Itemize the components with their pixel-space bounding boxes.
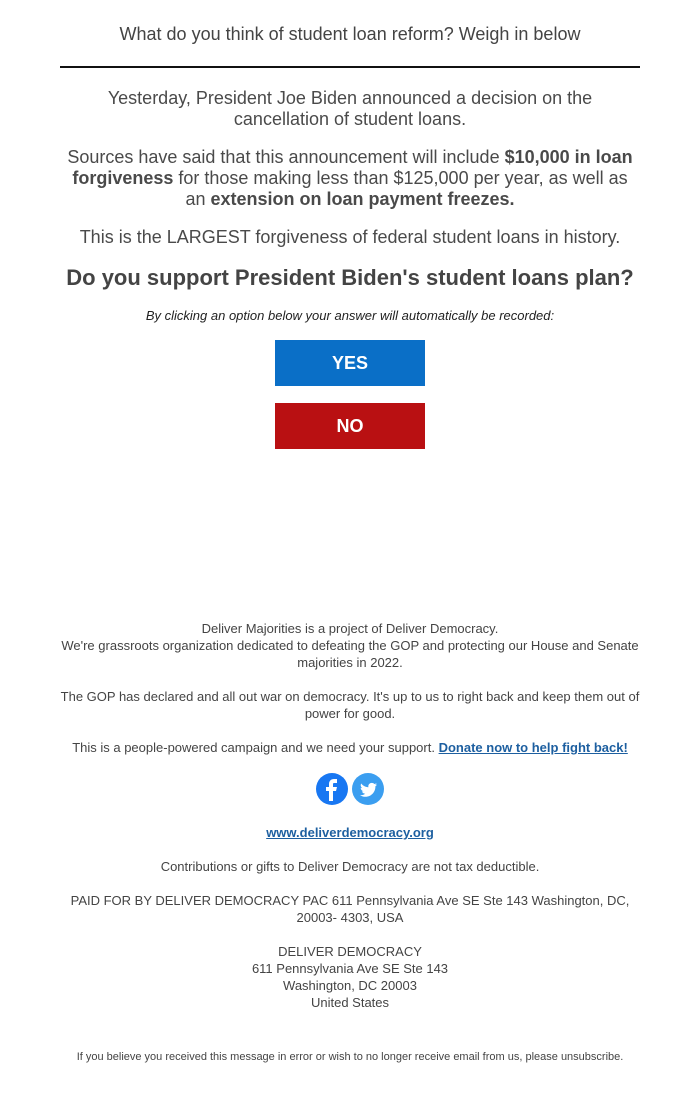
unsubscribe-text: If you believe you received this message in error or wish to no longer receive email from us, please (76, 1051, 558, 1063)
footer-line1: Deliver Majorities is a project of Deliver Democracy. (201, 621, 499, 636)
footer-website (60, 824, 640, 841)
sources-text-c: for those making less than $125,000 per year, as well as an (173, 168, 628, 209)
facebook-icon[interactable] (316, 773, 348, 805)
twitter-icon[interactable] (352, 773, 384, 805)
footer-support-text: This is a people-powered campaign and we need your support. (72, 740, 439, 755)
footer-tax: Contributions or gifts to Deliver Democracy are not tax deductible. (160, 859, 540, 874)
paragraph-largest: This is the LARGEST forgiveness of federal student loans in history. (79, 227, 621, 247)
footer-line3: The GOP has declared and all out war on democracy. It's up to us to right back and keep them out of power for good. (60, 689, 640, 721)
poll-note: By clicking an option below your answer will automatically be recorded: (145, 308, 555, 323)
main-content (60, 88, 640, 449)
footer-paid-for: PAID FOR BY DELIVER DEMOCRACY PAC 611 Pennsylvania Ave SE Ste 143 Washington, DC, 20003- 4303, USA (70, 893, 630, 925)
footer-line2: We're grassroots organization dedicated to defeating the GOP and protecting our House and Senate majorities in 2022. (61, 638, 639, 670)
poll-question: Do you support President Biden's student loans plan? (66, 265, 634, 290)
address-country: United States (310, 995, 390, 1010)
preheader: What do you think of student loan reform? Weigh in below (119, 24, 581, 44)
social-icons (60, 773, 640, 807)
email-container (60, 0, 640, 1063)
unsubscribe-link[interactable]: unsubscribe. (560, 1051, 624, 1063)
address-city: Washington, DC 20003 (283, 978, 417, 993)
paragraph-sources (60, 147, 640, 210)
website-link[interactable]: www.deliverdemocracy.org (266, 825, 434, 840)
address-name: DELIVER DEMOCRACY (278, 944, 422, 959)
no-button[interactable]: NO (275, 403, 425, 449)
donate-link[interactable]: Donate now to help fight back! (438, 740, 628, 755)
footer-line4 (60, 739, 640, 756)
divider (60, 66, 640, 68)
yes-button[interactable]: YES (275, 340, 425, 386)
paragraph-announcement: Yesterday, President Joe Biden announced a decision on the cancellation of student loans. (107, 88, 593, 129)
unsubscribe-notice (60, 1050, 640, 1064)
address-street: 611 Pennsylvania Ave SE Ste 143 (251, 961, 449, 976)
footer (60, 620, 640, 1011)
sources-bold-extension: extension on loan payment freezes. (210, 189, 515, 209)
sources-text-a: Sources have said that this announcement will include (67, 147, 505, 167)
sources-bold-forgiveness: $10,000 in loan forgiveness (72, 147, 633, 188)
